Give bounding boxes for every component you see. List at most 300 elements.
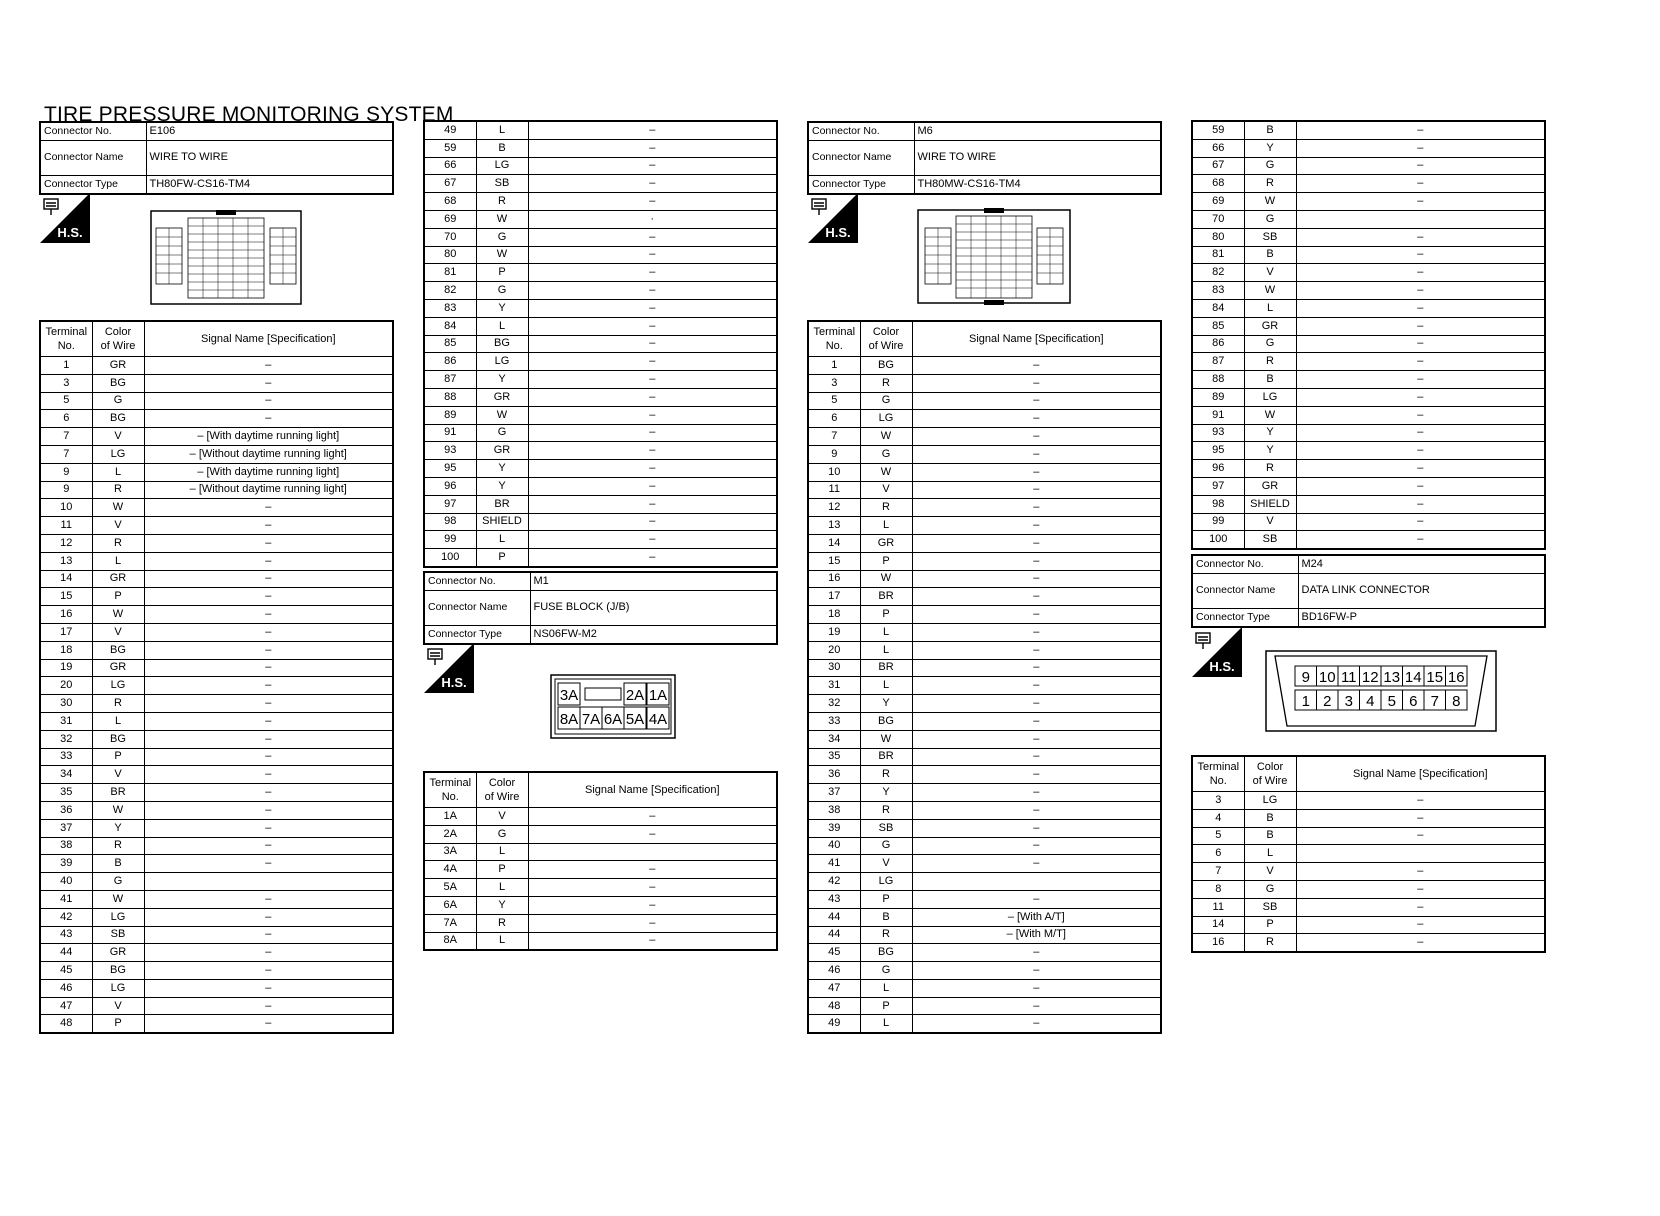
wire-color-cell: L [860,677,912,695]
terminal-cell: 93 [424,442,476,460]
table-row [808,552,1161,570]
wire-color-cell: GR [476,388,528,406]
terminal-cell: 68 [424,193,476,211]
table-row [808,445,1161,463]
terminal-cell: 14 [40,570,92,588]
table-row [808,873,1161,891]
terminal-cell: 85 [424,335,476,353]
wire-color-cell: V [92,428,144,446]
table-row [1192,317,1545,335]
table-row [1192,264,1545,282]
e106-info-table [39,121,394,195]
signal-cell: – [912,695,1161,713]
m1-info-table [423,571,778,645]
terminal-cell: 42 [808,873,860,891]
wire-color-cell: G [476,282,528,300]
terminal-cell: 100 [1192,531,1244,549]
signal-cell: – [912,517,1161,535]
wire-color-cell: P [476,861,528,879]
signal-cell: – [912,534,1161,552]
wire-color-cell: W [92,890,144,908]
wire-color-cell: R [92,837,144,855]
table-row [40,499,393,517]
terminal-cell: 88 [1192,371,1244,389]
signal-cell: – [528,157,777,175]
table-row [808,392,1161,410]
wire-color-cell: L [860,517,912,535]
table-row [1192,175,1545,193]
terminal-cell: 32 [808,695,860,713]
wire-color-cell: L [476,531,528,549]
table-row [40,926,393,944]
connector-name-value: WIRE TO WIRE [146,140,393,175]
table-row [424,121,777,139]
wire-color-cell: W [476,246,528,264]
wire-color-cell: P [860,890,912,908]
table-row [40,534,393,552]
table-row [808,748,1161,766]
svg-text:2A: 2A [625,687,645,704]
signal-cell: – [144,588,393,606]
wire-color-cell: L [476,879,528,897]
wire-color-cell: P [860,606,912,624]
signal-cell: – [1296,792,1545,810]
terminal-cell: 85 [1192,317,1244,335]
signal-cell: – [528,317,777,335]
signal-header: Signal Name [Specification] [144,321,393,357]
harness-side-icon [424,643,474,693]
signal-cell: – [1296,228,1545,246]
terminal-cell: 38 [40,837,92,855]
wire-color-cell: LG [476,157,528,175]
terminal-cell: 82 [424,282,476,300]
terminal-cell: 70 [1192,210,1244,228]
signal-cell: – [1296,246,1545,264]
signal-cell: – [1296,139,1545,157]
signal-cell: – [Without daytime running light] [144,481,393,499]
signal-cell: – [1296,406,1545,424]
terminal-cell: 59 [1192,121,1244,139]
table-row [424,139,777,157]
terminal-cell: 20 [808,641,860,659]
table-row [1192,442,1545,460]
terminal-cell: 91 [424,424,476,442]
wire-color-cell: GR [860,534,912,552]
wire-color-cell: P [92,588,144,606]
terminal-cell: 5 [1192,827,1244,845]
terminal-cell: 17 [40,623,92,641]
signal-cell: – [1296,317,1545,335]
svg-text:6A: 6A [603,711,623,728]
signal-cell: – [144,606,393,624]
dlc-pin-label: 5 [1387,693,1396,710]
wire-color-cell: L [476,843,528,861]
table-row [40,695,393,713]
wire-color-cell: GR [476,442,528,460]
signal-cell: – [144,357,393,375]
terminal-cell: 80 [424,246,476,264]
table-row [40,428,393,446]
table-row [808,801,1161,819]
m24-connector-diagram [1265,650,1497,737]
table-row [808,481,1161,499]
wire-color-cell: W [1244,406,1296,424]
signal-cell: – [912,623,1161,641]
signal-cell: – [528,424,777,442]
terminal-cell: 39 [808,819,860,837]
table-row [40,588,393,606]
table-row [424,157,777,175]
signal-cell: – [1296,513,1545,531]
wire-color-cell: P [860,997,912,1015]
table-row [40,944,393,962]
table-row [1192,916,1545,934]
signal-cell: – [144,552,393,570]
table-row [1192,880,1545,898]
table-row [1192,210,1545,228]
table-row [1192,246,1545,264]
terminal-cell: 48 [40,1015,92,1033]
terminal-cell: 87 [424,371,476,389]
m6-terminal-table-continued [1191,120,1546,550]
table-row [808,908,1161,926]
svg-text:8A: 8A [559,711,579,728]
dlc-pin-label: 14 [1404,669,1422,686]
terminal-cell: 7 [40,445,92,463]
signal-cell: – [528,353,777,371]
signal-cell: – [1296,460,1545,478]
terminal-cell: 39 [40,855,92,873]
signal-cell: · [528,210,777,228]
terminal-cell: 49 [424,121,476,139]
table-row [808,1015,1161,1033]
terminal-cell: 96 [1192,460,1244,478]
terminal-cell: 86 [1192,335,1244,353]
signal-cell: – [With daytime running light] [144,463,393,481]
signal-cell: – [912,481,1161,499]
terminal-cell: 13 [808,517,860,535]
terminal-cell: 30 [808,659,860,677]
wire-color-cell: L [1244,299,1296,317]
connector-name-label: Connector Name [1192,573,1298,608]
wire-color-cell: R [92,534,144,552]
signal-cell [528,843,777,861]
signal-cell: – [528,388,777,406]
terminal-cell: 37 [808,784,860,802]
harness-side-icon [1192,627,1242,677]
table-row [424,460,777,478]
table-row [424,388,777,406]
dlc-pin-label: 13 [1383,669,1401,686]
terminal-cell: 44 [808,926,860,944]
wire-color-cell: V [1244,863,1296,881]
wire-color-cell: R [1244,460,1296,478]
signal-cell: – [528,808,777,826]
signal-cell: – [1296,371,1545,389]
connector-no-label: Connector No. [808,122,914,140]
signal-cell: – [1296,827,1545,845]
terminal-cell: 87 [1192,353,1244,371]
wire-color-cell: GR [92,357,144,375]
signal-cell: – [144,534,393,552]
terminal-cell: 3 [1192,792,1244,810]
m1-connector-diagram [550,674,676,745]
wire-color-cell: G [92,873,144,891]
wire-color-cell: LG [860,873,912,891]
signal-cell: – [528,495,777,513]
terminal-cell: 6 [40,410,92,428]
table-row [40,784,393,802]
table-row [40,481,393,499]
table-row [40,445,393,463]
terminal-cell: 5A [424,879,476,897]
wire-color-cell: W [1244,282,1296,300]
signal-cell: – [1296,880,1545,898]
table-row [40,659,393,677]
wire-color-cell: B [1244,121,1296,139]
color-header: Color of Wire [476,772,528,808]
wire-color-cell: B [92,855,144,873]
signal-cell: – [1296,898,1545,916]
table-row [808,357,1161,375]
signal-cell: – [912,1015,1161,1033]
signal-cell: – [528,246,777,264]
wire-color-cell: L [476,317,528,335]
wire-color-cell: V [92,517,144,535]
table-row [808,979,1161,997]
svg-text:4A: 4A [648,711,668,728]
terminal-cell: 30 [40,695,92,713]
signal-cell: – [528,335,777,353]
wire-color-cell: L [860,641,912,659]
wire-color-cell: R [476,193,528,211]
terminal-cell: 46 [40,979,92,997]
terminal-cell: 89 [1192,388,1244,406]
connector-type-value: BD16FW-P [1298,608,1545,626]
terminal-cell: 32 [40,730,92,748]
terminal-cell: 38 [808,801,860,819]
table-row [808,855,1161,873]
table-row [808,997,1161,1015]
signal-cell: – [144,890,393,908]
table-row [40,641,393,659]
signal-cell: – [912,766,1161,784]
signal-cell: – [Without daytime running light] [144,445,393,463]
terminal-cell: 4A [424,861,476,879]
e106-terminal-table-continued [423,120,778,568]
wire-color-cell: R [1244,175,1296,193]
harness-side-icon [40,193,90,243]
signal-cell: – [528,193,777,211]
signal-cell: – [144,997,393,1015]
wire-color-cell: L [1244,845,1296,863]
signal-cell: – [528,896,777,914]
signal-cell: – [1296,916,1545,934]
color-header: Color of Wire [1244,756,1296,792]
table-row [424,282,777,300]
signal-cell: – [912,392,1161,410]
table-row [1192,353,1545,371]
terminal-cell: 84 [424,317,476,335]
table-row [1192,406,1545,424]
terminal-cell: 8A [424,932,476,950]
connector-no-label: Connector No. [1192,555,1298,573]
wire-color-cell: SB [92,926,144,944]
table-row [1192,282,1545,300]
terminal-cell: 82 [1192,264,1244,282]
wire-color-cell: BG [92,641,144,659]
e106-connector-diagram [150,210,302,311]
wire-color-cell: B [1244,371,1296,389]
terminal-cell: 99 [1192,513,1244,531]
terminal-cell: 9 [808,445,860,463]
signal-cell: – [1296,388,1545,406]
terminal-cell: 6A [424,896,476,914]
signal-cell: – [912,712,1161,730]
signal-cell: – [With A/T] [912,908,1161,926]
signal-cell: – [912,979,1161,997]
table-row [808,944,1161,962]
wire-color-cell: G [1244,335,1296,353]
terminal-cell: 10 [40,499,92,517]
terminal-cell: 20 [40,677,92,695]
table-row [1192,388,1545,406]
terminal-cell: 19 [808,623,860,641]
table-row [808,463,1161,481]
signal-cell: – [144,641,393,659]
m6-info-table [807,121,1162,195]
signal-cell: – [144,979,393,997]
dlc-pin-label: 11 [1340,669,1357,686]
terminal-cell: 31 [40,712,92,730]
terminal-header: Terminal No. [424,772,476,808]
wire-color-cell: V [1244,264,1296,282]
table-row [424,825,777,843]
wire-color-cell: BR [860,588,912,606]
terminal-cell: 2A [424,825,476,843]
table-row [424,406,777,424]
terminal-cell: 68 [1192,175,1244,193]
table-row [40,1015,393,1033]
table-row [1192,898,1545,916]
table-row [808,766,1161,784]
wire-color-cell: BR [860,748,912,766]
wire-color-cell: W [860,428,912,446]
table-row [424,861,777,879]
signal-cell: – [528,121,777,139]
wire-color-cell: G [860,445,912,463]
table-row [40,392,393,410]
wire-color-cell: BR [860,659,912,677]
terminal-cell: 7 [1192,863,1244,881]
signal-cell: – [1296,531,1545,549]
wire-color-cell: BG [92,410,144,428]
terminal-cell: 83 [424,299,476,317]
table-row [808,499,1161,517]
signal-cell: – [With daytime running light] [144,428,393,446]
wire-color-cell: B [1244,246,1296,264]
dlc-pin-label: 1 [1301,693,1310,710]
terminal-cell: 6 [1192,845,1244,863]
terminal-cell: 34 [808,730,860,748]
wire-color-cell: W [860,730,912,748]
table-row [40,463,393,481]
wire-color-cell: GR [92,944,144,962]
terminal-cell: 3 [808,374,860,392]
terminal-cell: 69 [424,210,476,228]
terminal-cell: 84 [1192,299,1244,317]
table-row [40,552,393,570]
signal-header: Signal Name [Specification] [528,772,777,808]
terminal-cell: 93 [1192,424,1244,442]
terminal-cell: 1A [424,808,476,826]
table-row [808,695,1161,713]
signal-cell: – [144,410,393,428]
signal-cell: – [912,606,1161,624]
table-row [424,808,777,826]
wire-color-cell: W [476,406,528,424]
table-row [40,570,393,588]
terminal-cell: 43 [808,890,860,908]
table-row [40,374,393,392]
signal-cell: – [912,445,1161,463]
wire-color-cell: LG [476,353,528,371]
wire-color-cell: SHIELD [476,513,528,531]
wire-color-cell: P [1244,916,1296,934]
table-row [1192,495,1545,513]
terminal-cell: 70 [424,228,476,246]
terminal-cell: 11 [40,517,92,535]
wire-color-cell: Y [476,460,528,478]
connector-type-value: TH80FW-CS16-TM4 [146,175,393,193]
wire-color-cell: SB [1244,531,1296,549]
wire-color-cell: BR [476,495,528,513]
terminal-cell: 9 [40,463,92,481]
connector-name-value: FUSE BLOCK (J/B) [530,590,777,625]
table-row [40,357,393,375]
signal-cell: – [144,944,393,962]
wire-color-cell: V [860,855,912,873]
signal-cell: – [144,784,393,802]
terminal-cell: 81 [1192,246,1244,264]
terminal-cell: 47 [808,979,860,997]
wire-color-cell: R [860,766,912,784]
table-row [424,531,777,549]
wire-color-cell: R [860,374,912,392]
terminal-cell: 44 [808,908,860,926]
m24-terminal-table [1191,755,1546,953]
signal-cell: – [1296,424,1545,442]
signal-cell [912,873,1161,891]
wire-color-cell: Y [476,299,528,317]
signal-cell: – [1296,121,1545,139]
table-row [424,932,777,950]
terminal-cell: 48 [808,997,860,1015]
signal-cell: – [912,819,1161,837]
terminal-cell: 99 [424,531,476,549]
terminal-cell: 67 [1192,157,1244,175]
signal-cell: – [528,861,777,879]
wire-color-cell: G [1244,157,1296,175]
wire-color-cell: Y [1244,139,1296,157]
terminal-cell: 36 [808,766,860,784]
table-row [1192,827,1545,845]
connector-name-value: WIRE TO WIRE [914,140,1161,175]
signal-cell: – [1296,477,1545,495]
terminal-header: Terminal No. [1192,756,1244,792]
table-row [808,677,1161,695]
terminal-cell: 16 [1192,934,1244,952]
